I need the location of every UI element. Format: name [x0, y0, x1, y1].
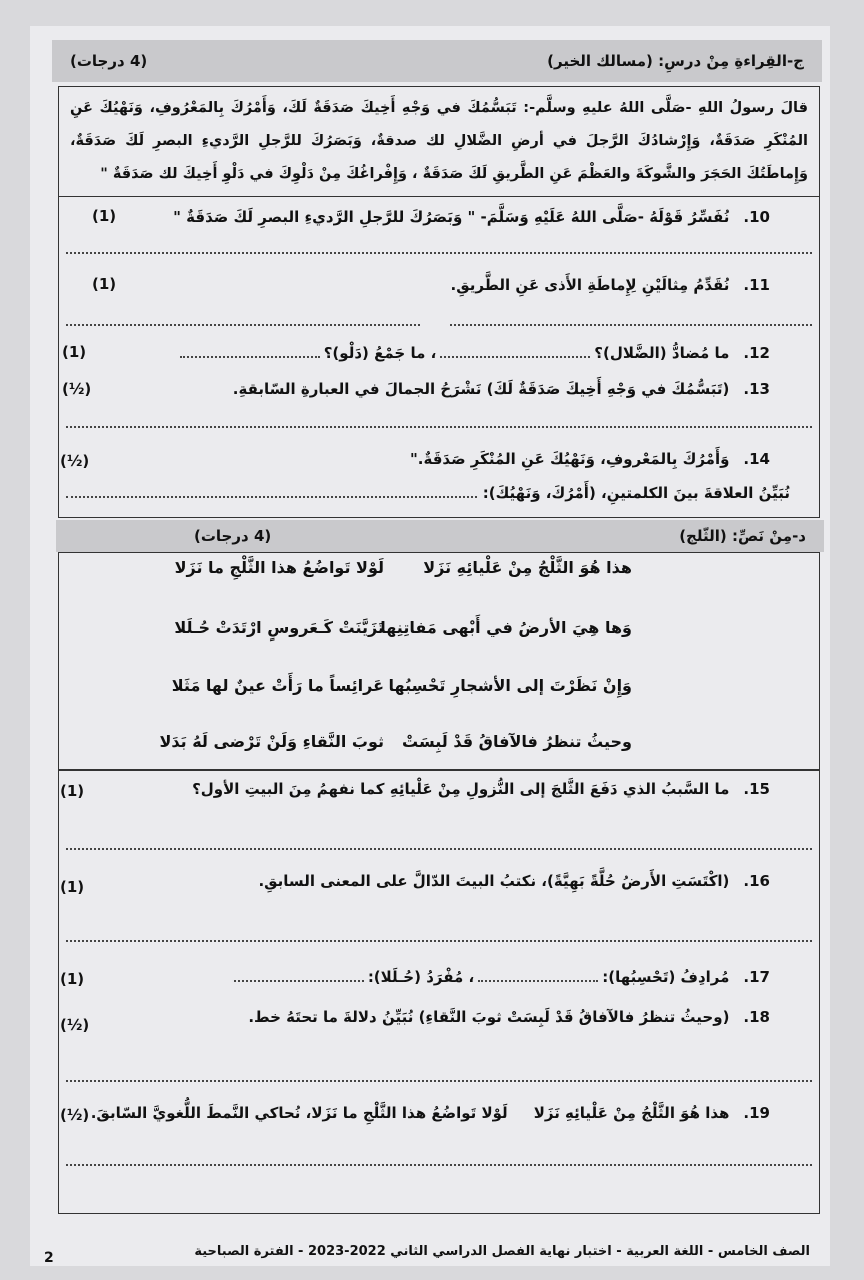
passage-divider [58, 196, 820, 197]
q10-marks: (1) [92, 207, 117, 225]
q16-marks: (1) [60, 878, 85, 896]
q11-marks: (1) [92, 275, 117, 293]
question-14-sub [66, 478, 790, 508]
question-text: مُرادِفُ (تَحْسِبُها): [602, 968, 730, 986]
poem-verse-2-left: تَزَيَّنَتْ كَـعَروسٍ ارْتَدَتْ حُـلَلا [174, 618, 384, 637]
question-number: 10. [743, 208, 770, 226]
section-d-title: د-مِنْ نَصِّ: (الثّلج) [679, 527, 806, 545]
answer-line[interactable] [66, 324, 420, 326]
question-text: (تَبَسُّمُكَ في وَجْهِ أَخِيكَ صَدَقَةٌ لَكَ) نَشْرَحُ الجمالَ في العبارةِ السّابقةِ. [232, 380, 730, 398]
question-number: 18. [743, 1008, 770, 1026]
answer-line[interactable] [66, 848, 812, 850]
question-text: ، مُفْرَدُ (حُـلَلا): [367, 968, 475, 986]
question-number: 14. [743, 450, 770, 468]
question-number: 12. [743, 344, 770, 362]
q12-marks: (1) [62, 343, 87, 361]
q17-marks: (1) [60, 970, 85, 988]
answer-blank[interactable] [440, 348, 590, 358]
answer-line[interactable] [66, 1080, 812, 1082]
question-text: ما السَّببُ الذي دَفَعَ الثَّلجَ إلى النُّزولِ مِنْ عَلْيائِهِ كما نفهمُ مِنَ البيتِ الأول؟ [192, 780, 730, 798]
answer-line[interactable] [66, 252, 812, 254]
question-text: نُبَيِّنُ العلاقةَ بينَ الكلمتينِ، (أَمْرُكَ، وَنَهْيُكَ): [482, 484, 790, 502]
section-d-header [56, 520, 824, 552]
answer-line[interactable] [66, 426, 812, 428]
poem-verse-2-right: وَها هِيَ الأرضُ في أَبْهى مَفاتِنِها [380, 618, 632, 637]
q14-marks: (½) [60, 452, 90, 470]
answer-blank[interactable] [180, 348, 320, 358]
answer-blank[interactable] [478, 972, 598, 982]
question-text: (وحيثُ تنظرُ فالآفاقُ قَدْ لَبِسَتْ ثوبَ النَّقاءِ) نُبَيِّنُ دلالةَ ما تحتَهُ خط. [248, 1008, 730, 1026]
answer-line[interactable] [66, 1164, 812, 1166]
poem-verse-1-left: لَوْلا تَواضُعُ هذا الثَّلْجِ ما نَزَلا [174, 558, 384, 577]
section-d-questions-frame [58, 770, 820, 1214]
section-c-header [52, 40, 822, 82]
question-number: 16. [743, 872, 770, 890]
page-footer: الصف الخامس - اللغة العربية - اختبار نهاية الفصل الدراسي الثاني 2022-2023 - الفترة الصباحية [194, 1244, 810, 1259]
section-c-marks: (4 درجات) [70, 52, 148, 70]
question-17 [78, 962, 770, 992]
question-text: (اكْتَسَتِ الأَرضُ حُلَّةً بَهِيَّةً)، نكتبُ البيتَ الدّالَّ على المعنى السابقِ. [258, 872, 730, 890]
poem-verse-3-right: وَإِنْ نَظَرْتَ إلى الأشجارِ تَحْسِبُها [388, 676, 632, 695]
section-d-marks: (4 درجات) [194, 527, 272, 545]
question-number: 19. [743, 1104, 770, 1122]
question-13 [78, 374, 770, 404]
question-text: لَوْلا تَواضُعُ هذا الثَّلْجِ ما نَزَلا، نُحاكي النَّمطَ اللُّغويَّ السّابقَ. [90, 1104, 508, 1122]
question-16 [78, 866, 770, 896]
poem-verse-3-left: عَرائِساً ما رَأَتْ عينٌ لها مَثَلا [171, 676, 384, 695]
q15-marks: (1) [60, 782, 85, 800]
answer-line[interactable] [66, 940, 812, 942]
q13-marks: (½) [62, 380, 92, 398]
question-text: ، ما جَمْعُ (دَلْو)؟ [323, 344, 437, 362]
q18-marks: (½) [60, 1016, 90, 1034]
poem-verse-4-left: ثوبَ النَّقاءِ وَلَنْ تَرْضى لَهُ بَدَلا [159, 732, 384, 751]
question-text: هذا هُوَ الثَّلْجُ مِنْ عَلْيائِهِ نَزَلا [533, 1104, 730, 1122]
question-11 [78, 270, 770, 300]
question-19 [90, 1098, 770, 1128]
question-text: نُفَسِّرُ قَوْلَهُ -صَلَّى اللهُ عَلَيْهِ وَسَلَّمَ- " وَبَصَرُكَ للرَّجلِ الرَّديءِ البصرِ لَكَ صَدَقَةٌ " [173, 208, 730, 226]
question-15 [78, 774, 770, 804]
question-number: 13. [743, 380, 770, 398]
page-number: 2 [44, 1250, 54, 1266]
answer-line[interactable] [450, 324, 812, 326]
question-10 [78, 202, 770, 232]
question-number: 15. [743, 780, 770, 798]
exam-sheet [30, 26, 830, 1266]
q19-marks: (½) [60, 1106, 90, 1124]
question-text: ما مُضادُّ (الضَّلال)؟ [594, 344, 730, 362]
question-number: 17. [743, 968, 770, 986]
poem-verse-4-right: وحيثُ تنظرُ فالآفاقُ قَدْ لَبِسَتْ [402, 732, 632, 751]
hadith-passage: قالَ رسولُ اللهِ -صَلَّى اللهُ عليهِ وسلَّم-: تَبَسُّمُكَ في وَجْهِ أَخِيكَ صَدَقَةٌ لَكَ، وَأَمْرُكَ بِالمَعْرُوفِ، وَنَهْيُكَ عَنِ المُنْكَرِ صَدَقَةٌ، وَإِرْشادُكَ الرَّجلَ في أرضِ الضَّلالِ لك صدقةٌ، وَبَصَرُكَ للرَّجلِ الرَّديءِ البصرِ لَكَ صَدَقَةٌ، وَإِماطَتُكَ الحَجَرَ والشَّوكَةَ والعَظْمَ عَنِ الطَّريقِ لَكَ صَدَقَةٌ ، وَإِفْراغُكَ مِنْ دَلْوِكَ في دَلْوِ أَخِيكَ لك صَدَقَةٌ " [70, 100, 808, 182]
question-12 [78, 338, 770, 368]
question-text: وَأَمْرُكَ بِالمَعْروفِ، وَنَهْيُكَ عَنِ المُنْكَرِ صَدَقَةٌ." [409, 450, 730, 468]
poem-verse-1-right: هذا هُوَ الثَّلْجُ مِنْ عَلْيائِهِ نَزَلا [423, 558, 632, 577]
question-14 [78, 444, 770, 474]
question-number: 11. [743, 276, 770, 294]
section-c-title: ج-القِراءةِ مِنْ درسِ: (مسالك الخير) [547, 52, 804, 70]
answer-blank[interactable] [234, 972, 364, 982]
question-text: نُقَدِّمُ مِثالَيْنِ لِإِماطَةِ الأَذى عَنِ الطَّريقِ. [450, 276, 730, 294]
question-18 [78, 1002, 770, 1032]
answer-blank[interactable] [66, 488, 477, 498]
